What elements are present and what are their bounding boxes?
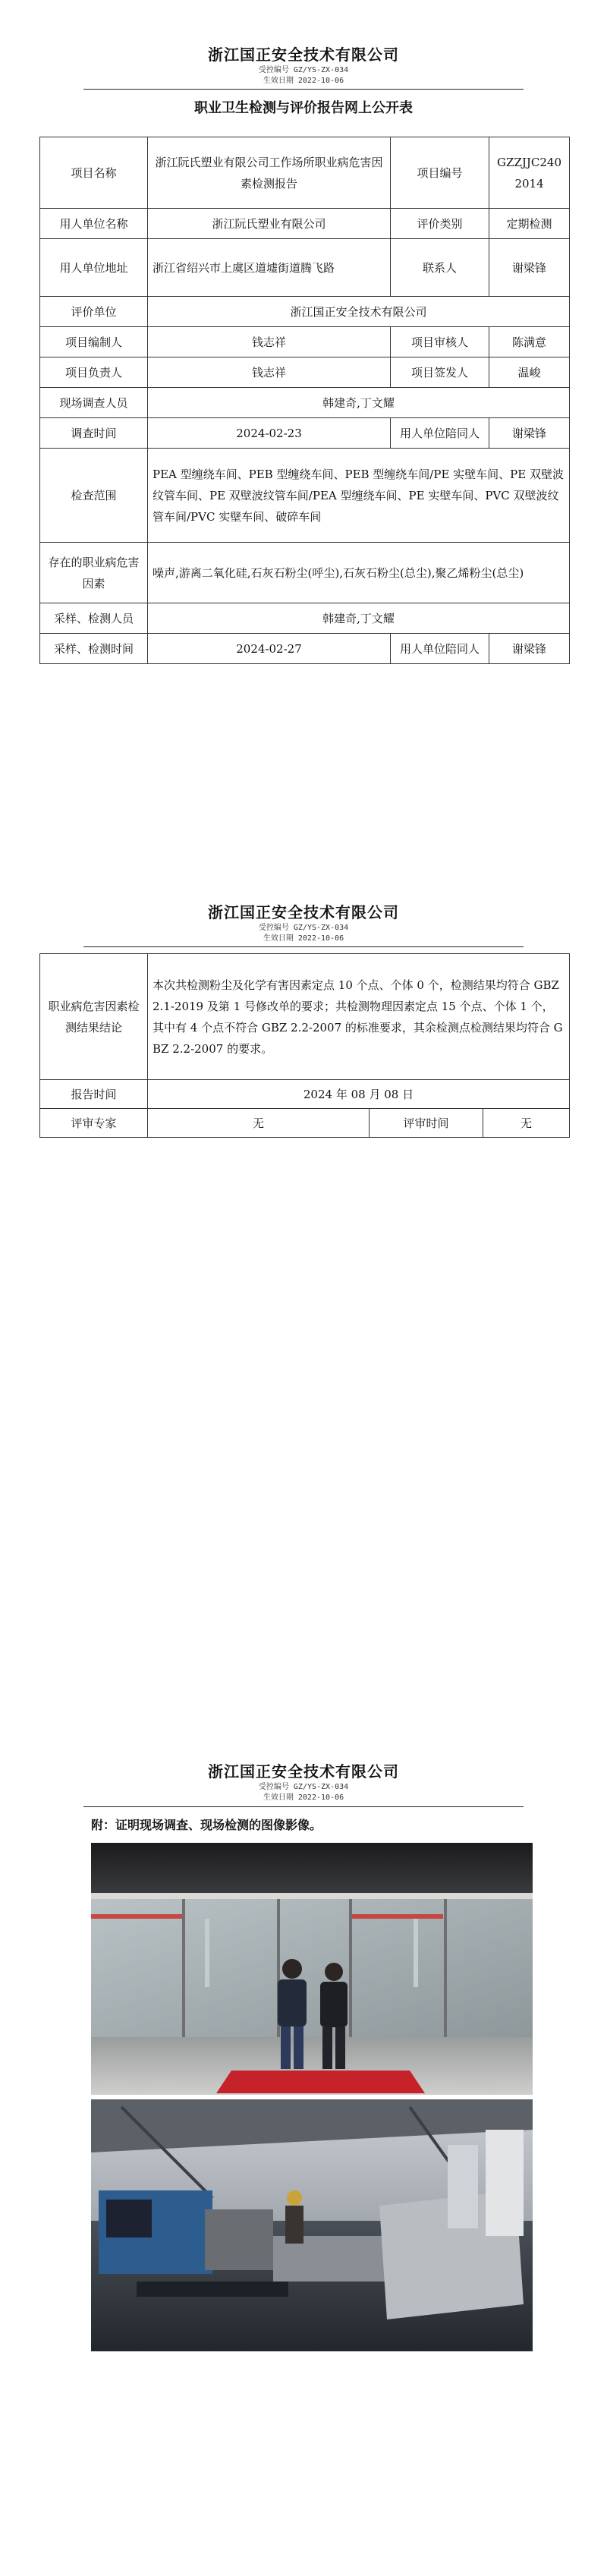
conclusion-table (39, 953, 570, 1138)
label-surveyors: 现场调查人员 (40, 388, 148, 418)
effective-date-p2: 生效日期 2022-10-06 (263, 934, 344, 943)
control-number-p2: 受控编号 GZ/YS-ZX-034 (258, 924, 349, 932)
value-evaluation-type: 定期检测 (489, 209, 570, 239)
site-photo-entrance (91, 1843, 533, 2095)
label-contact: 联系人 (391, 239, 489, 297)
label-conclusion: 职业病危害因素检测结果结论 (40, 954, 148, 1080)
appendix-caption: 附：证明现场调查、现场检测的图像影像。 (91, 1818, 322, 1832)
label-evaluation-type: 评价类别 (391, 209, 489, 239)
value-leader: 钱志祥 (148, 357, 391, 388)
site-photo-workshop (91, 2099, 533, 2351)
label-samplers: 采样、检测人员 (40, 603, 148, 634)
value-conclusion: 本次共检测粉尘及化学有害因素定点 10 个点、个体 0 个，检测结果均符合 GBZ 2.1-2019 及第 1 号修改单的要求；共检测物理因素定点 15 个点、个体 1 个，其中有 4 个点不符合 GBZ 2.2-2007 的标准要求，其余检测点检测结果均符合 GBZ 2.2-2007 的要求。 (148, 954, 570, 1080)
value-sampling-time: 2024-02-27 (148, 634, 391, 664)
value-project-name: 浙江阮氏塑业有限公司工作场所职业病危害因素检测报告 (148, 137, 391, 209)
value-employer: 浙江阮氏塑业有限公司 (148, 209, 391, 239)
label-employer: 用人单位名称 (40, 209, 148, 239)
label-review-expert: 评审专家 (40, 1109, 148, 1138)
value-evaluation-unit: 浙江国正安全技术有限公司 (148, 297, 570, 327)
label-review-time: 评审时间 (370, 1109, 483, 1138)
value-escort: 谢梁锋 (489, 418, 570, 449)
company-name: 浙江国正安全技术有限公司 (208, 46, 399, 64)
label-compiler: 项目编制人 (40, 327, 148, 357)
page-title: 职业卫生检测与评价报告网上公开表 (194, 100, 413, 116)
header-divider (83, 89, 524, 90)
control-number-p3: 受控编号 GZ/YS-ZX-034 (258, 1783, 349, 1791)
value-inspection-scope: PEA 型缠绕车间、PEB 型缠绕车间、PEB 型缠绕车间/PE 实壁车间、PE 双壁波纹管车间、PE 双壁波纹管车间/PEA 型缠绕车间、PE 实壁车间、PVC 双壁波纹管车间/PVC 实壁车间、破碎车间 (148, 449, 570, 543)
control-number: 受控编号 GZ/YS-ZX-034 (258, 66, 349, 74)
value-hazards: 噪声,游离二氧化硅,石灰石粉尘(呼尘),石灰石粉尘(总尘),聚乙烯粉尘(总尘) (148, 543, 570, 603)
label-escort-2: 用人单位陪同人 (391, 634, 489, 664)
value-review-time: 无 (483, 1109, 570, 1138)
effective-date-p3: 生效日期 2022-10-06 (263, 1793, 344, 1802)
label-signer: 项目签发人 (391, 357, 489, 388)
label-hazards: 存在的职业病危害因素 (40, 543, 148, 603)
company-name-p2: 浙江国正安全技术有限公司 (208, 903, 399, 921)
value-samplers: 韩建奇,丁文耀 (148, 603, 570, 634)
value-address: 浙江省绍兴市上虞区道墟街道腾飞路 (148, 239, 391, 297)
company-name-p3: 浙江国正安全技术有限公司 (208, 1762, 399, 1781)
value-review-expert: 无 (148, 1109, 370, 1138)
label-project-number: 项目编号 (391, 137, 489, 209)
label-leader: 项目负责人 (40, 357, 148, 388)
value-signer: 温峻 (489, 357, 570, 388)
label-project-name: 项目名称 (40, 137, 148, 209)
label-inspection-scope: 检查范围 (40, 449, 148, 543)
value-contact: 谢梁锋 (489, 239, 570, 297)
value-project-number: GZZJJC2402014 (489, 137, 570, 209)
value-escort-2: 谢梁锋 (489, 634, 570, 664)
label-escort: 用人单位陪同人 (391, 418, 489, 449)
label-sampling-time: 采样、检测时间 (40, 634, 148, 664)
effective-date: 生效日期 2022-10-06 (263, 77, 344, 85)
project-info-table (39, 137, 570, 664)
label-survey-time: 调查时间 (40, 418, 148, 449)
value-surveyors: 韩建奇,丁文耀 (148, 388, 570, 418)
label-evaluation-unit: 评价单位 (40, 297, 148, 327)
value-survey-time: 2024-02-23 (148, 418, 391, 449)
label-reviewer: 项目审核人 (391, 327, 489, 357)
label-address: 用人单位地址 (40, 239, 148, 297)
value-report-time: 2024 年 08 月 08 日 (148, 1080, 570, 1109)
header-divider-p3 (83, 1806, 524, 1807)
header-divider-p2 (83, 946, 524, 947)
value-reviewer: 陈满意 (489, 327, 570, 357)
value-compiler: 钱志祥 (148, 327, 391, 357)
label-report-time: 报告时间 (40, 1080, 148, 1109)
